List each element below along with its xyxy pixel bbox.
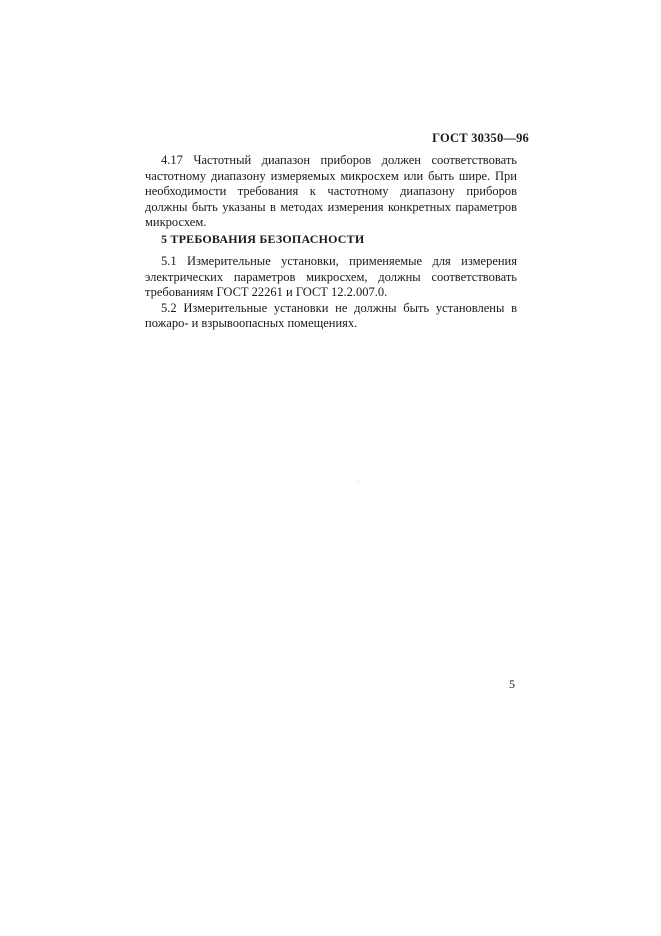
clause-5-2-paragraph: 5.2 Измерительные установки не должны быть установлены в пожаро- и взрывоопасных помещениях. — [145, 300, 517, 330]
clause-4-17-block — [145, 153, 517, 231]
section-5-body — [145, 254, 517, 332]
document-code-header: ГОСТ 30350—96 — [432, 131, 529, 145]
clause-5-1-paragraph: 5.1 Измерительные установки, применяемые для измерения электрических параметров микросхем, должны соответствовать требованиям ГОСТ 22261 и ГОСТ 12.2.007.0. — [145, 254, 517, 299]
section-5-heading: 5 ТРЕБОВАНИЯ БЕЗОПАСНОСТИ — [161, 232, 365, 246]
page-number: 5 — [509, 677, 515, 691]
scan-speck — [358, 481, 359, 482]
clause-4-17-paragraph: 4.17 Частотный диапазон приборов должен соответствовать частотному диапазону измеряемых микросхем или быть шире. При необходимости требования к частотному диапазону приборов должны быть указаны в методах измерения конкретных параметров микросхем. — [145, 153, 517, 229]
